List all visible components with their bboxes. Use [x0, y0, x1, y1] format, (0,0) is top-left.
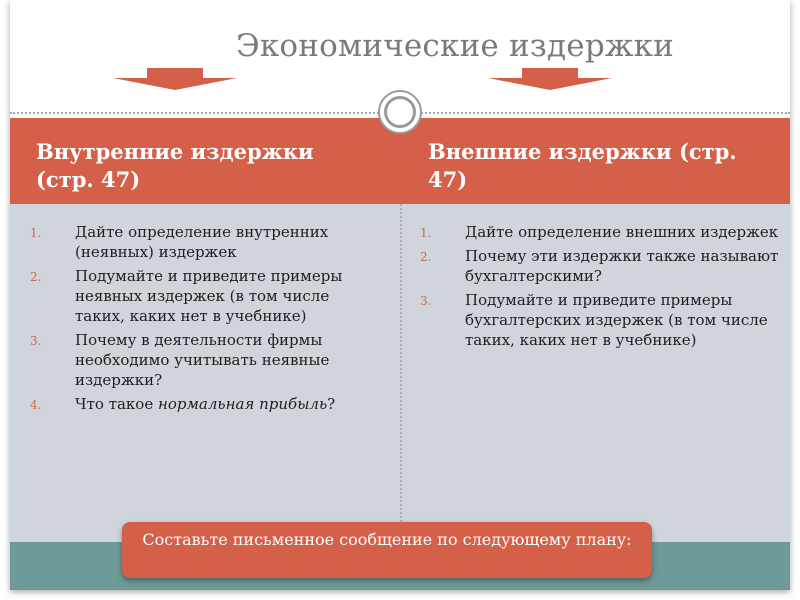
- left-arrow-icon: [113, 68, 237, 90]
- list-number: 1.: [30, 226, 42, 240]
- list-item: [420, 222, 780, 242]
- list-number: 3.: [420, 294, 432, 308]
- list-item-text: Подумайте и приведите примеры бухгалтерских издержек (в том числе таких, каких нет в учебнике): [465, 291, 768, 349]
- left-question-list: [30, 222, 380, 418]
- instruction-callout: Составьте письменное сообщение по следующему плану:: [122, 522, 652, 578]
- list-item-text: [75, 395, 335, 413]
- list-item-term: нормальная прибыль: [157, 395, 328, 413]
- list-item-text: Почему в деятельности фирмы необходимо учитывать неявные издержки?: [75, 331, 330, 389]
- list-item-text-after: ?: [327, 395, 336, 413]
- list-item: [30, 394, 380, 414]
- right-arrow-icon: [488, 68, 612, 90]
- list-number: 1.: [420, 226, 432, 240]
- list-item-text: Дайте определение внутренних (неявных) издержек: [75, 223, 329, 261]
- list-item: [30, 222, 380, 262]
- left-column-heading: Внутренние издержки (стр. 47): [36, 139, 314, 192]
- list-item: [30, 266, 380, 326]
- right-column-heading: Внешние издержки (стр. 47): [428, 139, 737, 192]
- list-number: 3.: [30, 334, 42, 348]
- list-item: [30, 330, 380, 390]
- list-item: [420, 246, 780, 286]
- right-question-list: [420, 222, 780, 354]
- list-item-text: Дайте определение внешних издержек: [465, 223, 779, 241]
- list-number: 2.: [420, 250, 432, 264]
- column-divider: [400, 204, 402, 542]
- list-item: [420, 290, 780, 350]
- list-item-text-before: Что такое: [75, 395, 158, 413]
- slide-title: Экономические издержки: [235, 28, 675, 64]
- list-number: 2.: [30, 270, 42, 284]
- list-number: 4.: [30, 398, 42, 412]
- list-item-text: Подумайте и приведите примеры неявных издержек (в том числе таких, каких нет в учебнике): [75, 267, 343, 325]
- slide: [10, 0, 790, 590]
- ornament-circle-icon: [378, 90, 422, 134]
- list-item-text: Почему эти издержки также называют бухгалтерскими?: [465, 247, 779, 285]
